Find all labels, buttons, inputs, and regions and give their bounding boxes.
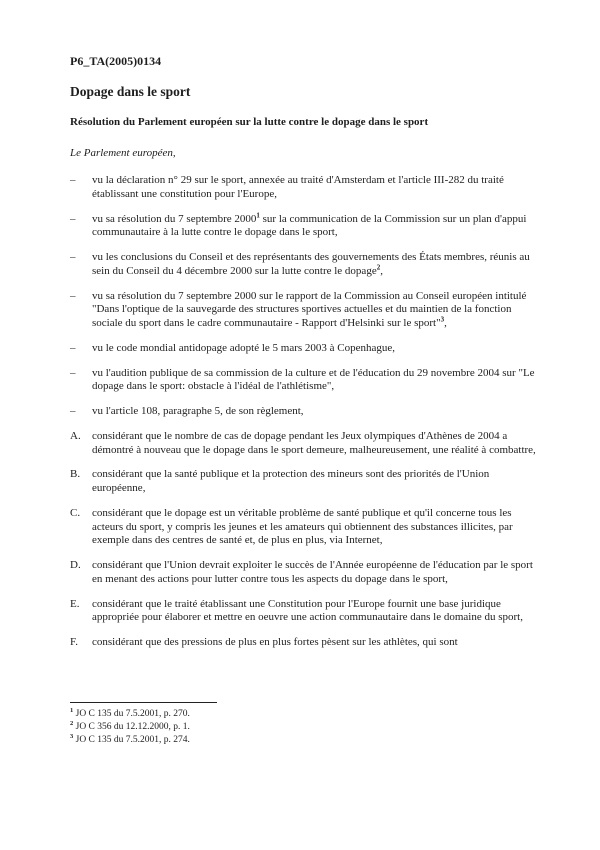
footnote-ref: 1 [256, 210, 260, 219]
footnote-number: 1 [70, 706, 74, 714]
footnote-number: 3 [70, 732, 74, 740]
citation-text: vu l'article 108, paragraphe 5, de son règlement, [92, 405, 304, 417]
citation-dash: – [70, 289, 76, 302]
recital-text: considérant que le dopage est un véritable problème de santé publique et qu'il concerne tous les acteurs du sport, y compris les jeunes et les amateurs qui obtiennent des substances illicites, par exemple dans des centres de santé et, de plus en plus, via Internet, [92, 506, 513, 547]
document-content [70, 54, 542, 661]
footnote-ref: 3 [440, 315, 445, 324]
recital-item [70, 636, 542, 650]
recitals-list [70, 430, 542, 650]
footnote-ref: 2 [376, 263, 381, 272]
intro-line: Le Parlement européen, [70, 147, 176, 159]
citation-text: vu la déclaration n° 29 sur le sport, annexée au traité d'Amsterdam et l'article III-282 du traité établissant une constitution pour l'Europe, [92, 174, 504, 200]
recital-item [70, 598, 542, 626]
recital-item [70, 507, 542, 548]
recital-letter: F. [70, 636, 78, 648]
citation-dash: – [70, 341, 76, 354]
recital-letter: B. [70, 468, 81, 481]
citation-dash: – [70, 251, 76, 263]
footnote-number: 2 [70, 719, 74, 727]
recital-text: considérant que le nombre de cas de dopage pendant les Jeux olympiques d'Athènes de 2004 a démontré à nouveau que le dopage dans le sport demeure, malheureusement, une réalité à combattre, [92, 429, 536, 456]
citation-dash: – [70, 174, 76, 186]
footnote-item: $^2$ JO C 356 du 12.12.2000, p. 1. [70, 719, 190, 732]
citation-text: vu l'audition publique de sa commission de la culture et de l'éducation du 29 novembre 2004 sur "Le dopage dans le sport: obstacle à l'idéal de l'athlétisme", [92, 366, 535, 393]
footnote-item: $^1$ JO C 135 du 7.5.2001, p. 270. [70, 706, 190, 719]
footnote-item: $^3$ JO C 135 du 7.5.2001, p. 274. [70, 732, 190, 745]
citation-item [70, 367, 542, 395]
citation-dash: – [70, 405, 76, 417]
recital-text: considérant que l'Union devrait exploiter le succès de l'Année européenne de l'éducation par le sport en menant des actions pour lutter contre tous les aspects du dopage dans le sport, [92, 559, 533, 585]
citation-item [70, 210, 542, 241]
citation-item [70, 405, 542, 419]
recital-letter: D. [70, 559, 81, 571]
citation-item [70, 342, 542, 356]
citation-text: vu sa résolution du 7 septembre 2000 sur le rapport de la Commission au Conseil européen intitulé "Dans l'optique de la sauvegarde des structures sportives actuelles et du maintien de la fonction sociale du sport dans le cadre communautaire - Rapport d'Helsinki sur le sport"$^3$, [92, 289, 527, 329]
citation-dash: – [70, 366, 76, 379]
citation-text: vu le code mondial antidopage adopté le 5 mars 2003 à Copenhague, [92, 341, 396, 354]
citation-dash: – [70, 212, 76, 225]
recital-letter: E. [70, 597, 80, 610]
recital-item [70, 559, 542, 587]
footnote-block [70, 702, 542, 747]
citation-item [70, 174, 542, 202]
doc-subtitle: Résolution du Parlement européen sur la lutte contre le dopage dans le sport [70, 116, 429, 128]
citation-item [70, 251, 542, 279]
recital-text: considérant que le traité établissant une Constitution pour l'Europe fournit une base juridique appropriée pour élaborer et mettre en oeuvre une action communautaire dans le domaine du sport, [92, 597, 523, 624]
recital-item [70, 468, 542, 496]
citation-text: vu les conclusions du Conseil et des représentants des gouvernements des États membres, réunis au sein du Conseil du 4 décembre 2000 sur la lutte contre le dopage$^2$, [92, 251, 530, 277]
citation-item [70, 290, 542, 331]
doc-number: P6_TA(2005)0134 [70, 54, 162, 68]
recital-item [70, 430, 542, 458]
footnote-separator [70, 702, 217, 703]
recital-letter: A. [70, 429, 81, 442]
doc-title: Dopage dans le sport [70, 84, 191, 99]
recital-text: considérant que des pressions de plus en plus fortes pèsent sur les athlètes, qui sont [92, 636, 458, 648]
recital-text: considérant que la santé publique et la protection des mineurs sont des priorités de l'Union européenne, [92, 468, 490, 494]
recital-letter: C. [70, 506, 81, 519]
footnotes-list [70, 708, 542, 747]
citation-text: vu sa résolution du 7 septembre 2000$^1$ sur la communication de la Commission sur un plan d'appui communautaire à la lutte contre le dopage dans le sport, [92, 210, 527, 239]
citations-list [70, 174, 542, 419]
